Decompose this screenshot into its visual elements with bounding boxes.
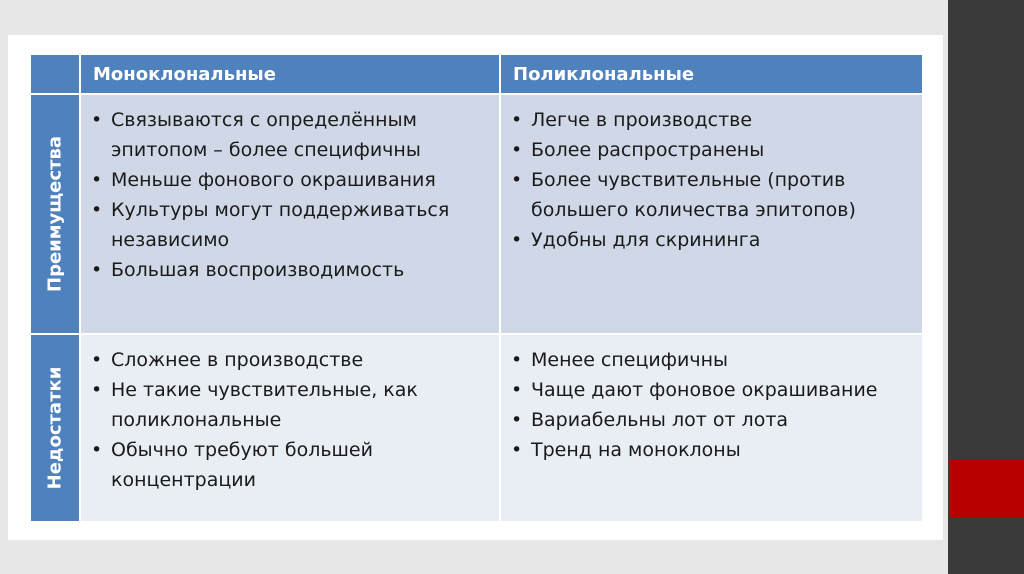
bullet-list <box>501 95 922 255</box>
list-item: • Более чувствительные (против большего количества эпитопов) <box>531 165 916 225</box>
disadvantages-row <box>30 334 923 522</box>
row-label-advantages-text: Преимущества <box>44 136 66 292</box>
row-label-disadvantages-text: Недостатки <box>44 366 66 490</box>
cell-advantages-monoclonal <box>80 94 500 334</box>
header-polyclonal <box>500 54 923 94</box>
header-polyclonal-label: Поликлональные <box>513 63 695 85</box>
list-item: • Более распространены <box>531 135 916 165</box>
list-item: • Сложнее в производстве <box>111 345 493 375</box>
bullet-list <box>81 95 499 285</box>
bullet-list <box>501 335 922 465</box>
cell-disadvantages-polyclonal <box>500 334 923 522</box>
bullet-list <box>81 335 499 495</box>
list-item: • Не такие чувствительные, как поликлональные <box>111 375 493 435</box>
advantages-row <box>30 94 923 334</box>
header-monoclonal <box>80 54 500 94</box>
row-label-disadvantages <box>30 334 80 522</box>
list-item: • Большая воспроизводимость <box>111 255 493 285</box>
list-item: • Обычно требуют большей концентрации <box>111 435 493 495</box>
list-item: • Тренд на моноклоны <box>531 435 916 465</box>
list-item: • Чаще дают фоновое окрашивание <box>531 375 916 405</box>
list-item: • Меньше фонового окрашивания <box>111 165 493 195</box>
row-label-advantages <box>30 94 80 334</box>
corner-cell <box>30 54 80 94</box>
list-item: • Связываются с определённым эпитопом – более специфичны <box>111 105 493 165</box>
cell-disadvantages-monoclonal <box>80 334 500 522</box>
list-item: • Легче в производстве <box>531 105 916 135</box>
header-row <box>30 54 923 94</box>
cell-advantages-polyclonal <box>500 94 923 334</box>
list-item: • Культуры могут поддерживаться независимо <box>111 195 493 255</box>
red-accent-block <box>949 460 1024 518</box>
list-item: • Вариабельны лот от лота <box>531 405 916 435</box>
list-item: • Менее специфичны <box>531 345 916 375</box>
comparison-table <box>29 53 924 523</box>
header-monoclonal-label: Моноклональные <box>93 63 276 85</box>
list-item: • Удобны для скрининга <box>531 225 916 255</box>
